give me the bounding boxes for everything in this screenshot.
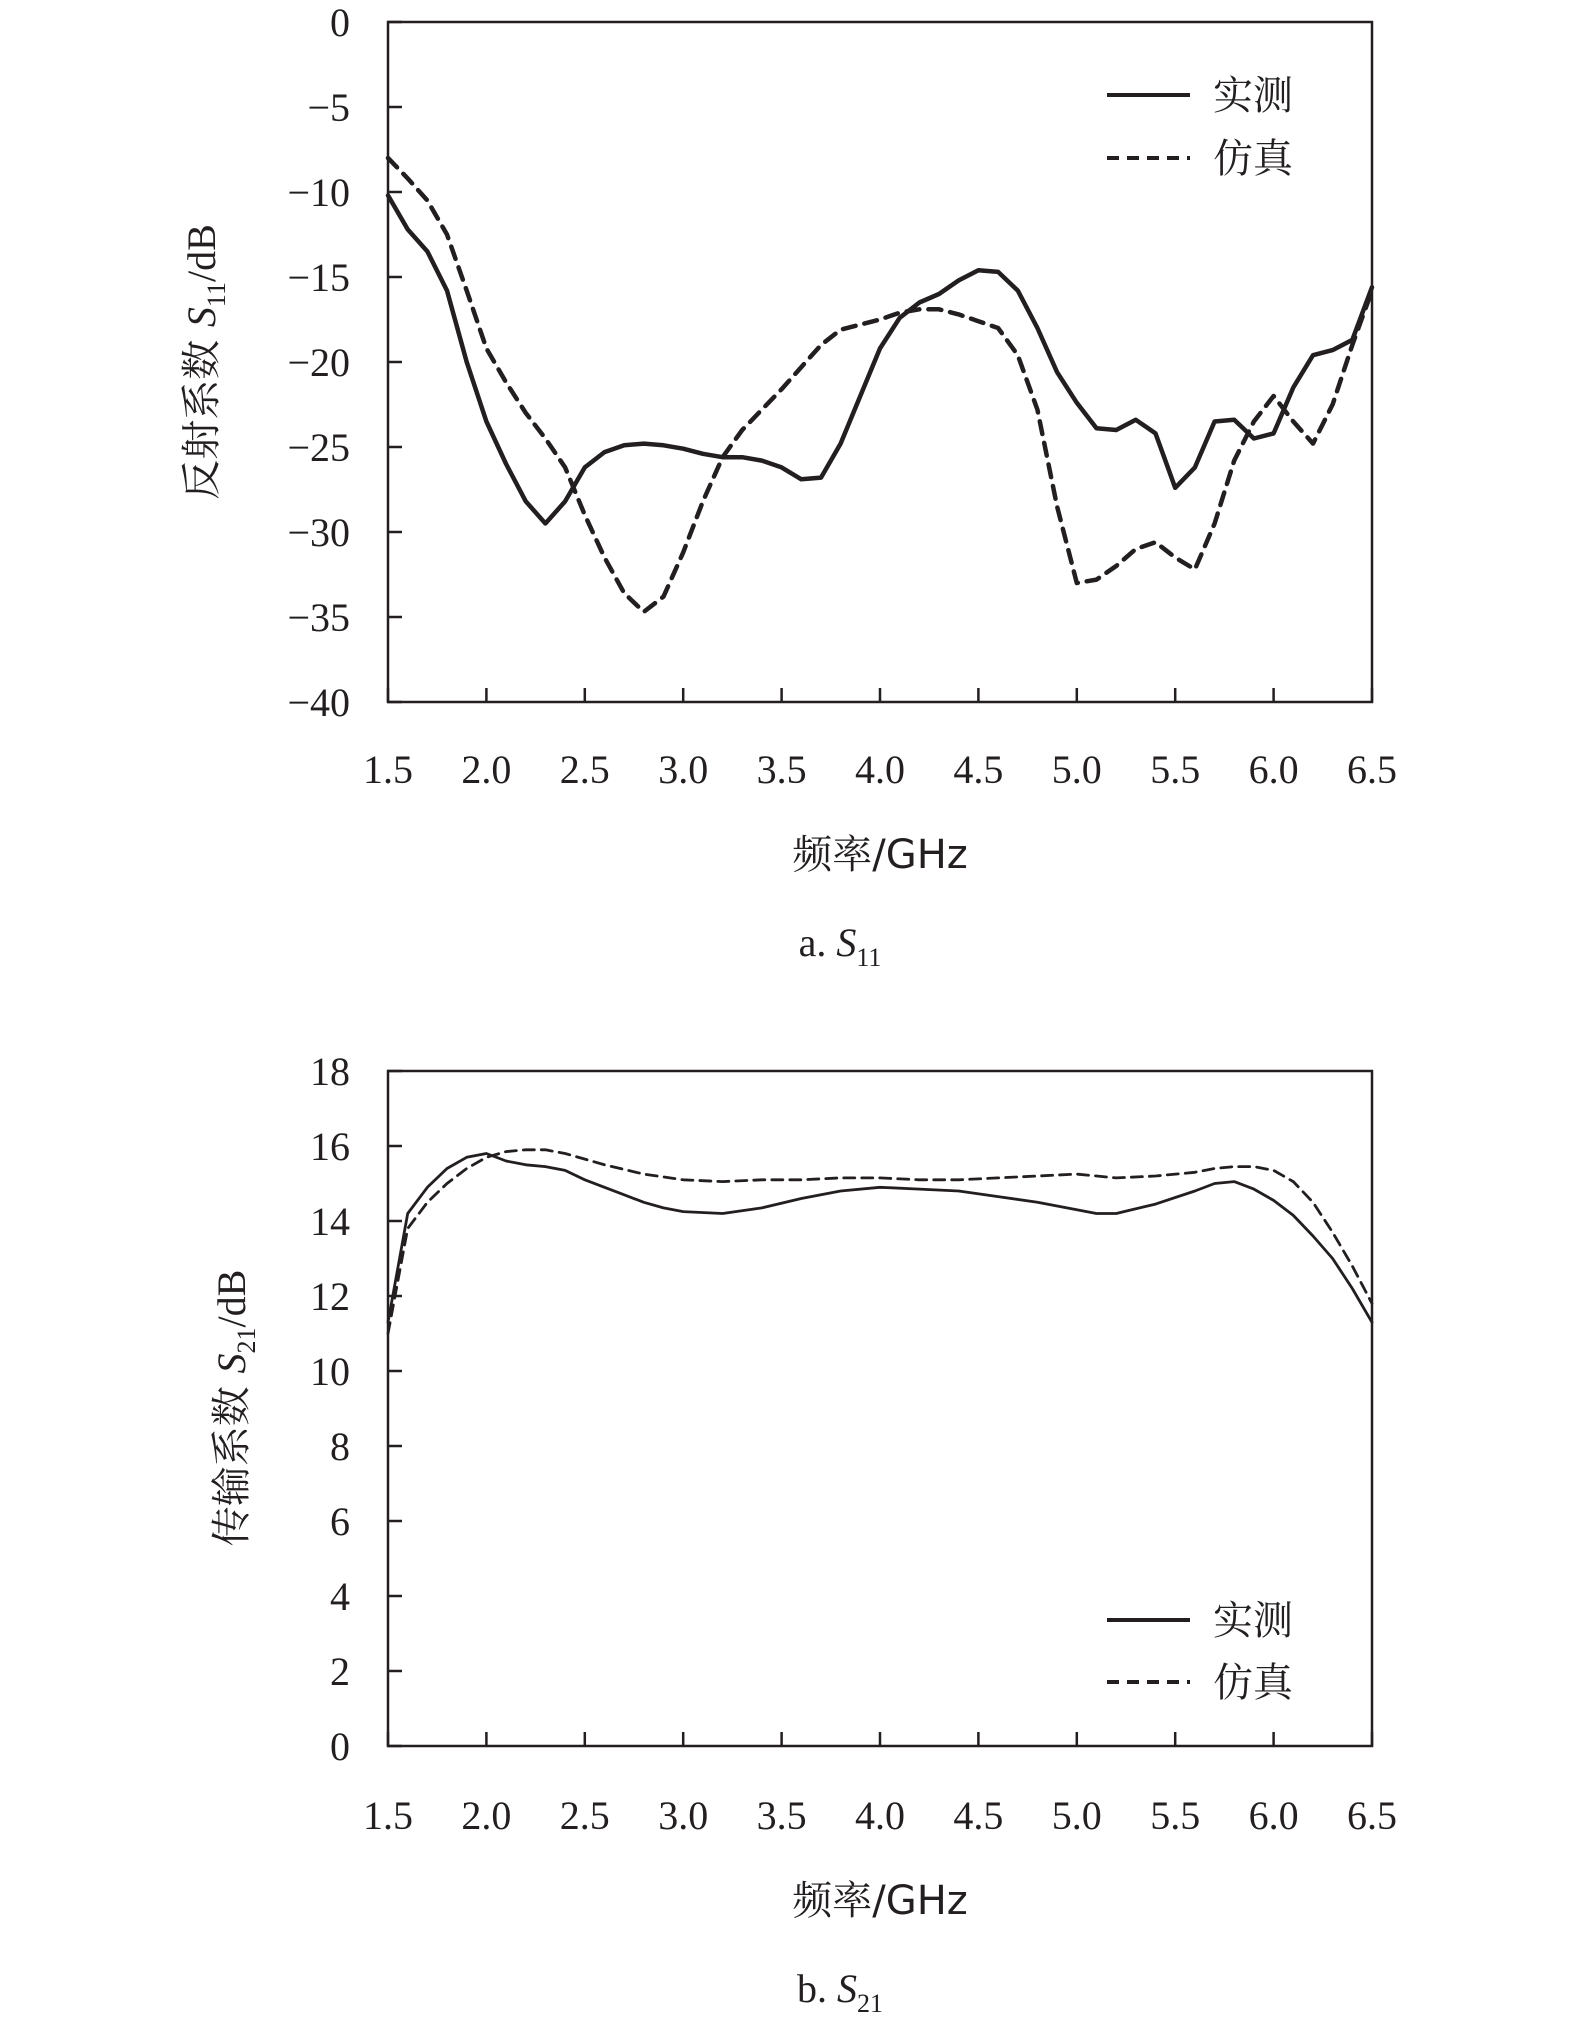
legend-label: 仿真 <box>1213 136 1293 182</box>
x-tick-label: 6.5 <box>1347 1793 1397 1838</box>
y-tick-label: 14 <box>310 1199 350 1244</box>
chart-panel-s21 <box>209 1049 1397 2018</box>
y-tick-label: 2 <box>330 1649 350 1694</box>
y-tick-label: 0 <box>330 0 350 45</box>
x-tick-label: 4.5 <box>953 1793 1004 1838</box>
x-tick-label: 6.0 <box>1248 1793 1299 1838</box>
x-tick-label: 2.5 <box>559 747 610 792</box>
x-tick-label: 5.5 <box>1150 1793 1201 1838</box>
y-tick-label: 6 <box>330 1499 350 1544</box>
chart-panel-s11 <box>179 0 1397 972</box>
y-tick-label: 4 <box>330 1574 350 1619</box>
x-tick-label: 5.5 <box>1150 747 1201 792</box>
x-tick-label: 2.0 <box>461 747 512 792</box>
x-tick-label: 6.5 <box>1347 747 1397 792</box>
legend-label: 仿真 <box>1213 1660 1293 1706</box>
y-tick-label: 8 <box>330 1424 350 1469</box>
x-tick-label: 4.0 <box>855 747 905 792</box>
x-tick-label: 3.5 <box>756 747 807 792</box>
y-tick-label: −5 <box>307 85 350 130</box>
y-tick-label: 0 <box>330 1724 350 1769</box>
y-tick-label: −20 <box>287 340 350 385</box>
y-tick-label: −30 <box>287 510 350 555</box>
y-tick-label: 10 <box>310 1349 350 1394</box>
x-tick-label: 5.0 <box>1051 1793 1102 1838</box>
x-tick-label: 1.5 <box>363 747 413 792</box>
x-tick-label: 3.0 <box>658 747 709 792</box>
plot-frame <box>388 1071 1372 1746</box>
x-tick-label: 5.0 <box>1051 747 1102 792</box>
y-tick-label: −35 <box>287 595 350 640</box>
y-axis-title: 传输系数 $S_{21}/dB$ <box>209 1269 261 1547</box>
legend-label: 实测 <box>1213 73 1293 119</box>
y-tick-label: −40 <box>287 680 350 725</box>
y-tick-label: −25 <box>287 425 350 470</box>
y-tick-label: 18 <box>310 1049 350 1094</box>
y-axis-title: 反射系数 $S_{11}/dB$ <box>179 224 231 500</box>
y-tick-label: 12 <box>310 1274 350 1319</box>
legend-label: 实测 <box>1213 1598 1293 1644</box>
x-tick-label: 3.5 <box>756 1793 807 1838</box>
series-line-measured <box>388 195 1372 523</box>
plot-frame <box>388 22 1372 702</box>
series-line-simulated <box>388 158 1372 612</box>
x-tick-label: 1.5 <box>363 1793 413 1838</box>
x-axis-title: 频率/GHz <box>792 832 968 878</box>
x-tick-label: 2.0 <box>461 1793 512 1838</box>
x-tick-label: 4.5 <box>953 747 1004 792</box>
y-tick-label: −15 <box>287 255 350 300</box>
y-tick-label: 16 <box>310 1124 350 1169</box>
y-tick-label: −10 <box>287 170 350 215</box>
x-tick-label: 3.0 <box>658 1793 709 1838</box>
figure-caption: b. $S_{21}$ <box>797 1966 883 2018</box>
x-tick-label: 4.0 <box>855 1793 905 1838</box>
figure-caption: a. $S_{11}$ <box>798 920 882 972</box>
series-line-simulated <box>388 1150 1372 1334</box>
x-axis-title: 频率/GHz <box>792 1878 968 1924</box>
x-tick-label: 2.5 <box>559 1793 610 1838</box>
x-tick-label: 6.0 <box>1248 747 1299 792</box>
